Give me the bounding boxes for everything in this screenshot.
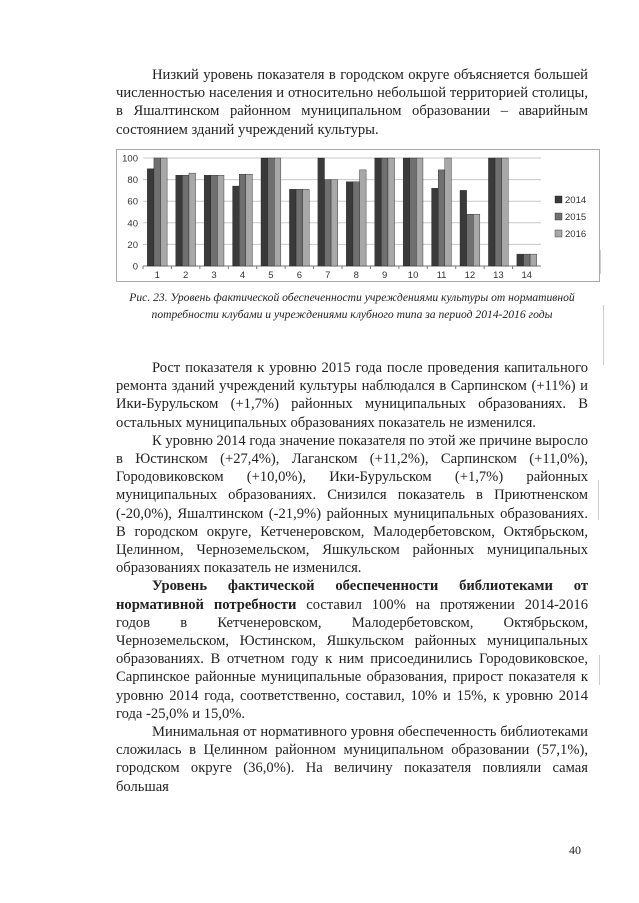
bar [438, 170, 445, 266]
x-tick-label: 9 [381, 270, 388, 281]
paragraph-libraries [116, 577, 588, 723]
paragraph-growth-2014: К уровню 2014 года значение показателя по этой же причине выросло в Юстинском (+27,4%), Лаганском (+11,2%), Сарпинском (+11,0%), Городовиковском (+10,0%), Ики-Бурульском (+1,7%) районных муниципальных образованиях. Снизился показатель в Приютненском (-20,0%), Яшалтинском (-21,9%) районных муниципальных образованиях. В городском округе, Кетченеровском, Малодербетовском, Октябрьском, Целинном, Черноземельском, Яшкульском районных муниципальных образованиях показатель не изменился. [116, 432, 588, 577]
x-tick-label: 2 [182, 270, 189, 281]
legend-swatch [555, 196, 562, 203]
scan-mark [599, 655, 600, 685]
bar [217, 175, 224, 266]
bar [233, 186, 240, 266]
bar [246, 174, 253, 266]
bar [318, 158, 325, 266]
bar [324, 180, 331, 266]
bar [502, 158, 509, 266]
x-tick-label: 3 [211, 270, 217, 281]
bar [346, 182, 353, 266]
bar [176, 175, 183, 266]
legend-swatch [555, 213, 562, 220]
main-text [116, 359, 588, 796]
bar [268, 158, 275, 266]
bar [261, 158, 268, 266]
bar [274, 158, 281, 266]
bar [460, 190, 467, 266]
x-tick-label: 1 [154, 270, 160, 281]
y-tick-label: 60 [127, 196, 138, 208]
bar [239, 174, 246, 266]
bar [403, 158, 410, 266]
bar [473, 214, 480, 266]
x-tick-label: 8 [353, 270, 359, 281]
x-tick-label: 11 [436, 270, 447, 281]
bar [517, 254, 524, 266]
y-tick-label: 0 [132, 261, 138, 273]
bar [353, 182, 360, 266]
paragraph-intro: Низкий уровень показателя в городском округе объясняется большей численностью населения и относительно небольшой территорией столицы, в Яшалтинском районном муниципальном образовании – аварийным состоянием зданий учреждений культуры. [116, 67, 588, 138]
bar [296, 189, 303, 266]
bar [388, 158, 395, 266]
page-number: 40 [569, 843, 581, 857]
bar [189, 173, 196, 266]
bar [410, 158, 417, 266]
x-tick-label: 5 [268, 270, 274, 281]
bar [147, 169, 154, 266]
scan-mark [598, 480, 599, 520]
y-tick-label: 20 [127, 239, 138, 251]
x-tick-label: 14 [521, 270, 533, 281]
bar [530, 254, 537, 266]
bar [154, 158, 161, 266]
legend-label: 2016 [565, 229, 587, 240]
y-tick-label: 80 [127, 175, 138, 187]
bar [211, 175, 218, 266]
bar [523, 254, 530, 266]
x-tick-label: 12 [464, 270, 476, 281]
x-tick-label: 13 [493, 270, 504, 281]
legend-swatch [555, 230, 562, 237]
bar [445, 158, 452, 266]
bar [488, 158, 495, 266]
bar [381, 158, 388, 266]
bar [375, 158, 382, 266]
scan-mark [603, 305, 604, 365]
x-tick-label: 6 [296, 270, 303, 281]
bar [416, 158, 423, 266]
bar [432, 188, 439, 266]
bar [331, 180, 338, 266]
y-tick-label: 40 [127, 218, 138, 230]
bar [467, 214, 474, 266]
paragraph-minimal: Минимальная от нормативного уровня обеспеченность библиотеками сложилась в Целинном районном муниципальном образовании (57,1%), городском округе (36,0%). На величину показателя повлияли самая большая [116, 724, 588, 795]
bar-chart [116, 149, 600, 282]
figure-caption: Рис. 23. Уровень фактической обеспеченности учреждениями культуры от нормативной потребности клубами и учреждениями клубного типа за период 2014-2016 годы [129, 291, 575, 321]
chart-canvas [117, 150, 601, 283]
bar [204, 175, 211, 266]
x-tick-label: 10 [407, 270, 419, 281]
bar [495, 158, 502, 266]
bar [161, 158, 168, 266]
bar [303, 189, 310, 266]
y-tick-label: 100 [122, 153, 138, 165]
bar [360, 170, 367, 266]
bar [182, 175, 189, 266]
scan-mark [600, 250, 601, 274]
legend-label: 2015 [565, 212, 587, 223]
paragraph-growth-2015: Рост показателя к уровню 2015 года после проведения капитального ремонта зданий учреждений культуры наблюдался в Сарпинском (+11%) и Ики-Бурульском (+1,7%) районных муниципальных образованиях. В остальных муниципальных образованиях показатель не изменился. [116, 360, 588, 431]
x-tick-label: 7 [325, 270, 331, 281]
legend-label: 2014 [565, 195, 587, 206]
libraries-heading: Уровень фактической обеспеченности библиотеками от нормативной потребности [116, 578, 588, 613]
bar [289, 189, 296, 266]
x-tick-label: 4 [239, 270, 246, 281]
libraries-text: составил 100% на протяжении 2014-2016 годов в Кетченеровском, Малодербетовском, Октябрьском, Черноземельском, Юстинском, Яшкульском районных муниципальных образованиях. В отчетном году к ним присоединились Городовиковское, Сарпинское районные муниципальные образования, прирост показателя к уровню 2014 года, соответственно, составил, 10% и 15%, к уровню 2014 года -25,0% и 15,0%. [116, 596, 588, 722]
